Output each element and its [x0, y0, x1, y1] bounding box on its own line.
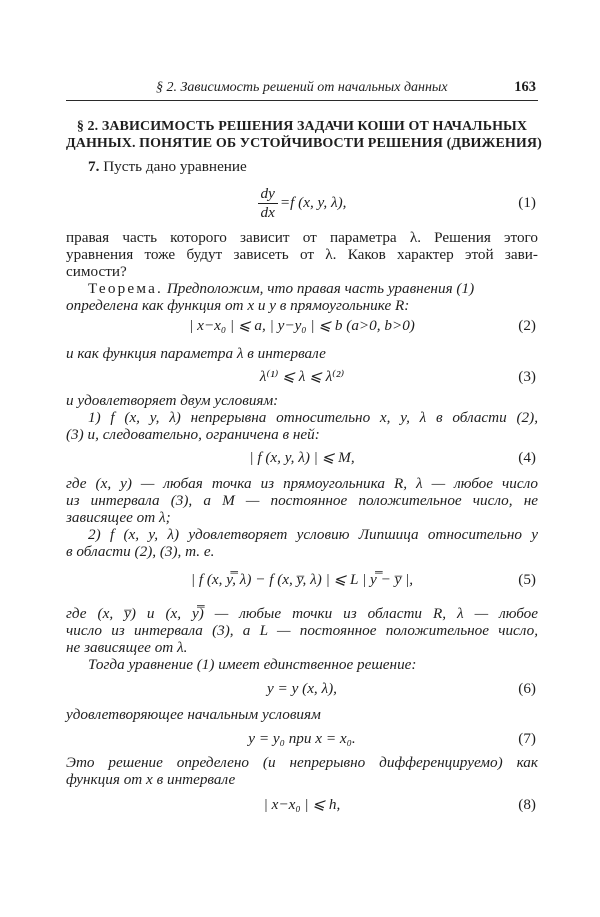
text-1-line-2: уравнения тоже будут зависеть от λ. Каков характер этой зави- — [66, 246, 538, 263]
text-1-line-1: правая часть которого зависит от параметра λ. Решения этого — [66, 229, 538, 246]
equation-1-number: (1) — [518, 194, 536, 211]
condition-1-line-2: (3) и, следовательно, ограничена в ней: — [66, 426, 320, 443]
equation-3-number: (3) — [518, 368, 536, 385]
text-8-line-1: Это решение определено (и непрерывно дифференцируемо) как — [66, 754, 538, 771]
section-heading-line-2: ДАННЫХ. ПОНЯТИЕ ОБ УСТОЙЧИВОСТИ РЕШЕНИЯ (ДВИЖЕНИЯ) — [66, 136, 542, 151]
equation-7-number: (7) — [518, 730, 536, 747]
text-4-line-2: из интервала (3), а M — постоянное положительное число, не — [66, 492, 538, 509]
page-number: 163 — [514, 79, 536, 95]
text-4-line-3: зависящее от λ; — [66, 509, 171, 526]
fraction-denominator: dx — [260, 204, 275, 221]
text-5-line-2: число из интервала (3), а L — постоянное положительное число, — [66, 622, 538, 639]
text-3: и удовлетворяет двум условиям: — [66, 392, 279, 409]
equation-3 — [66, 367, 538, 391]
equation-2-number: (2) — [518, 317, 536, 334]
equation-2-formula: | x−x₀ | ⩽ a, | y−y₀ | ⩽ b (a>0, b>0) — [189, 317, 415, 334]
condition-2-line-2: в области (2), (3), т. е. — [66, 543, 215, 560]
header-rule — [66, 100, 538, 101]
text-6: Тогда уравнение (1) имеет единственное решение: — [88, 656, 417, 673]
theorem-line-2: определена как функция от x и y в прямоугольнике R: — [66, 297, 410, 314]
theorem-text: Предположим, что правая часть уравнения (1) — [166, 280, 475, 297]
text-8-line-2: функция от x в интервале — [66, 771, 236, 788]
text-4-line-1: где (x, y) — любая точка из прямоугольника R, λ — любое число — [66, 475, 538, 492]
section-heading-line-1: § 2. ЗАВИСИМОСТЬ РЕШЕНИЯ ЗАДАЧИ КОШИ ОТ НАЧАЛЬНЫХ — [76, 119, 528, 134]
equation-8-formula: | x−x₀ | ⩽ h, — [263, 796, 341, 813]
equation-6-number: (6) — [518, 680, 536, 697]
equation-4-formula: | f (x, y, λ) | ⩽ M, — [249, 449, 355, 466]
equation-2 — [66, 316, 538, 340]
equation-7 — [66, 729, 538, 753]
text-5-line-3: не зависящее от λ. — [66, 639, 188, 656]
equation-5-number: (5) — [518, 571, 536, 588]
running-header — [66, 78, 538, 98]
text-7: удовлетворяющее начальным условиям — [66, 706, 321, 723]
equation-8-number: (8) — [518, 796, 536, 813]
condition-1-line-1: 1) f (x, y, λ) непрерывна относительно x, y, λ в области (2), — [88, 409, 538, 426]
equation-1-formula — [66, 185, 538, 222]
equation-1 — [66, 183, 538, 223]
running-header-title: § 2. Зависимость решений от начальных данных — [156, 80, 448, 95]
text-5-line-1: где (x, y̅) и (x, y̿) — любые точки из области R, λ — любое — [66, 605, 538, 622]
equation-5 — [66, 570, 538, 594]
text-1-line-3: симости? — [66, 263, 127, 280]
equation-8 — [66, 795, 538, 819]
condition-2-line-1: 2) f (x, y, λ) удовлетворяет условию Липшица относительно y — [88, 526, 538, 543]
equation-6 — [66, 679, 538, 703]
equation-3-formula: λ⁽¹⁾ ⩽ λ ⩽ λ⁽²⁾ — [259, 368, 345, 385]
fraction-numerator: dy — [258, 185, 278, 204]
paragraph-7-intro — [66, 157, 538, 176]
equation-4 — [66, 448, 538, 472]
paragraph-number: 7. — [88, 158, 100, 175]
equation-4-number: (4) — [518, 449, 536, 466]
paragraph-7-text: Пусть дано уравнение — [103, 158, 247, 175]
theorem-label: Теорема. — [88, 280, 164, 297]
equation-1-rhs: =f (x, y, λ), — [279, 193, 347, 211]
equation-7-formula: y = y₀ при x = x₀. — [248, 730, 356, 747]
equation-5-formula: | f (x, y̿, λ) − f (x, y̅, λ) | ⩽ L | y̿ − y̅ |, — [190, 571, 414, 588]
text-2: и как функция параметра λ в интервале — [66, 345, 326, 362]
derivative-fraction — [258, 185, 278, 222]
equation-6-formula: y = y (x, λ), — [267, 680, 337, 697]
